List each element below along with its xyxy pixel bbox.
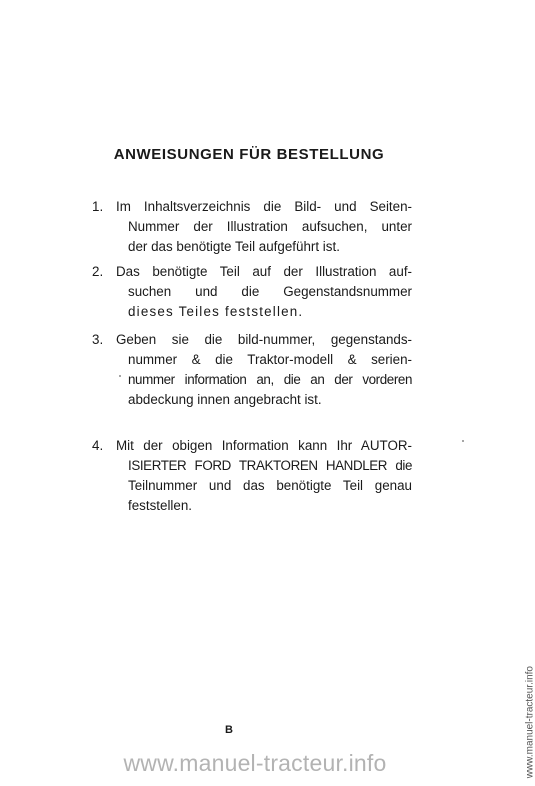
instruction-item-1 bbox=[92, 197, 412, 257]
item-number: 4. bbox=[92, 438, 104, 453]
item-number: 3. bbox=[92, 332, 104, 347]
instruction-item-3 bbox=[92, 330, 412, 410]
item-line: abdeckung innen angebracht ist. bbox=[128, 392, 322, 407]
item-line: dieses Teiles feststellen. bbox=[128, 304, 304, 319]
scan-speck bbox=[119, 375, 121, 377]
item-line: Nummer der Illustration aufsuchen, unter bbox=[128, 219, 412, 234]
item-line: nummer information an, die an der vorderen bbox=[128, 372, 412, 387]
item-line: Geben sie die bild-nummer, gegenstands- bbox=[116, 332, 412, 347]
instruction-item-4 bbox=[92, 436, 412, 516]
item-line: nummer & die Traktor-modell & serien- bbox=[128, 352, 412, 367]
footer-watermark: www.manuel-tracteur.info bbox=[123, 750, 387, 776]
item-line: ISIERTER FORD TRAKTOREN HANDLER die bbox=[128, 458, 412, 473]
item-line: Das benötigte Teil auf der Illustration auf- bbox=[116, 264, 412, 279]
item-line: Teilnummer und das benötigte Teil genau bbox=[128, 478, 412, 493]
item-number: 2. bbox=[92, 264, 104, 279]
item-line: Mit der obigen Information kann Ihr AUTOR- bbox=[116, 438, 412, 453]
side-watermark: www.manuel-tracteur.info bbox=[524, 666, 535, 779]
item-line: suchen und die Gegenstandsnummer bbox=[128, 284, 412, 299]
instruction-item-2 bbox=[92, 262, 412, 322]
item-number: 1. bbox=[92, 199, 104, 214]
item-line: feststellen. bbox=[128, 498, 193, 513]
item-line: der das benötigte Teil aufgeführt ist. bbox=[128, 239, 340, 254]
page-heading: ANWEISUNGEN FÜR BESTELLUNG bbox=[113, 146, 385, 163]
item-line: Im Inhaltsverzeichnis die Bild- und Seiten- bbox=[116, 199, 412, 214]
page-letter: B bbox=[225, 724, 233, 736]
scan-speck bbox=[462, 440, 464, 442]
